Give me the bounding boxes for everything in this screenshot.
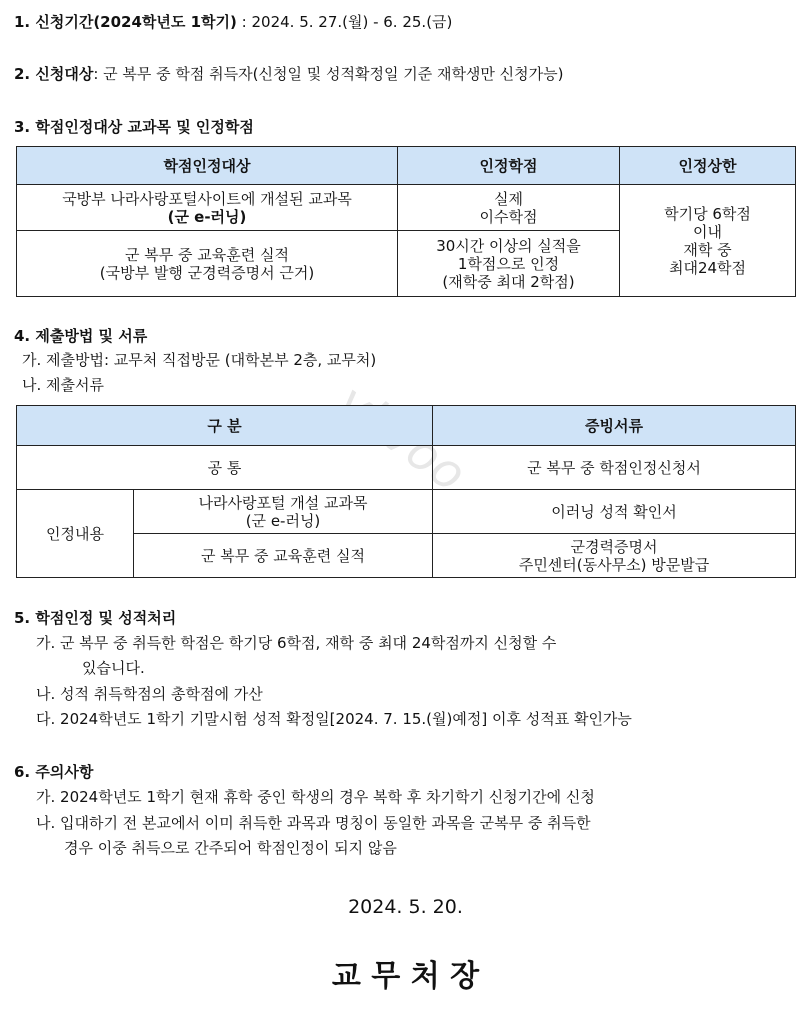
- row1-target-line1: 국방부 나라사랑포털사이트에 개설된 교과목: [62, 189, 352, 208]
- section-5-item-c: 다. 2024학년도 1학기 기말시험 성적 확정일[2024. 7. 15.(월)예정] 이후 성적표 확인가능: [36, 710, 632, 728]
- row1-target-line2: (군 e-러닝): [167, 207, 247, 226]
- row1-credits-line2: 이수학점: [479, 207, 538, 226]
- section-6-title: 6. 주의사항: [14, 763, 94, 781]
- table-row: [17, 534, 796, 578]
- section-5-item-b: 나. 성적 취득학점의 총학점에 가산: [36, 685, 263, 703]
- limit-line3: 재학 중: [683, 240, 732, 259]
- section-1-value: : 2024. 5. 27.(월) - 6. 25.(금): [236, 13, 453, 31]
- training-doc-line2: 주민센터(동사무소) 방문발급: [518, 555, 710, 574]
- section-1: [14, 12, 452, 32]
- limit-cell: [620, 185, 796, 297]
- row1-credits-line1: 실제: [494, 189, 523, 208]
- limit-line1: 학기당 6학점: [664, 204, 751, 223]
- table-row: [17, 185, 796, 231]
- row2-target-line2: (국방부 발행 군경력증명서 근거): [99, 263, 315, 282]
- elearning-label-line1: 나라사랑포털 개설 교과목: [198, 493, 368, 512]
- common-label: 공 통: [17, 446, 433, 490]
- header-category: 구 분: [17, 406, 433, 446]
- header-credits: 인정학점: [398, 147, 620, 185]
- elearning-label-line2: (군 e-러닝): [245, 511, 321, 530]
- signer: 교 무 처 장: [331, 959, 480, 994]
- row2-credits: [398, 231, 620, 297]
- table-row: [17, 490, 796, 534]
- elearning-doc: 이러닝 성적 확인서: [433, 490, 796, 534]
- section-4-item-a: 가. 제출방법: 교무처 직접방문 (대학본부 2층, 교무처): [22, 351, 377, 369]
- row2-target: [17, 231, 398, 297]
- row1-credits: [398, 185, 620, 231]
- section-6-item-b-cont: 경우 이중 취득으로 간주되어 학점인정이 되지 않음: [64, 839, 397, 857]
- section-5-item-a: 가. 군 복무 중 취득한 학점은 학기당 6학점, 재학 중 최대 24학점까지 신청할 수: [36, 634, 557, 652]
- table-row: [17, 446, 796, 490]
- document-date: 2024. 5. 20.: [348, 896, 463, 918]
- row1-target: [17, 185, 398, 231]
- elearning-label: [134, 490, 433, 534]
- limit-line4: 최대24학점: [668, 258, 747, 277]
- section-6-item-b: 나. 입대하기 전 본교에서 이미 취득한 과목과 명칭이 동일한 과목을 군복무 중 취득한: [36, 814, 591, 832]
- group-label: 인정내용: [17, 490, 134, 578]
- header-limit: 인정상한: [620, 147, 796, 185]
- section-2: [14, 64, 564, 84]
- section-3-title: 3. 학점인정대상 교과목 및 인정학점: [14, 118, 254, 136]
- section-4-item-b: 나. 제출서류: [22, 376, 104, 394]
- header-target: 학점인정대상: [17, 147, 398, 185]
- training-label: 군 복무 중 교육훈련 실적: [134, 534, 433, 578]
- section-2-label: 2. 신청대상: [14, 65, 94, 83]
- row2-credits-line3: (재학중 최대 2학점): [442, 272, 575, 291]
- documents-table-header: [17, 406, 796, 446]
- section-6-item-a: 가. 2024학년도 1학기 현재 휴학 중인 학생의 경우 복학 후 차기학기 신청기간에 신청: [36, 788, 595, 806]
- limit-line2: 이내: [693, 222, 722, 241]
- section-5-item-a-cont: 있습니다.: [82, 659, 145, 677]
- header-documents: 증빙서류: [433, 406, 796, 446]
- row2-credits-line1: 30시간 이상의 실적을: [436, 236, 581, 255]
- section-2-value: : 군 복무 중 학점 취득자(신청일 및 성적확정일 기준 재학생만 신청가능): [93, 65, 564, 83]
- section-5-title: 5. 학점인정 및 성적처리: [14, 609, 177, 627]
- credit-table-header: [17, 147, 796, 185]
- common-doc: 군 복무 중 학점인정신청서: [433, 446, 796, 490]
- row2-target-line1: 군 복무 중 교육훈련 실적: [125, 245, 289, 264]
- section-4-title: 4. 제출방법 및 서류: [14, 327, 148, 345]
- section-1-label: 1. 신청기간(2024학년도 1학기): [14, 13, 237, 31]
- training-doc: [433, 534, 796, 578]
- documents-table: [16, 405, 796, 578]
- credit-table: [16, 146, 796, 297]
- training-doc-line1: 군경력증명서: [570, 537, 658, 556]
- row2-credits-line2: 1학점으로 인정: [457, 254, 560, 273]
